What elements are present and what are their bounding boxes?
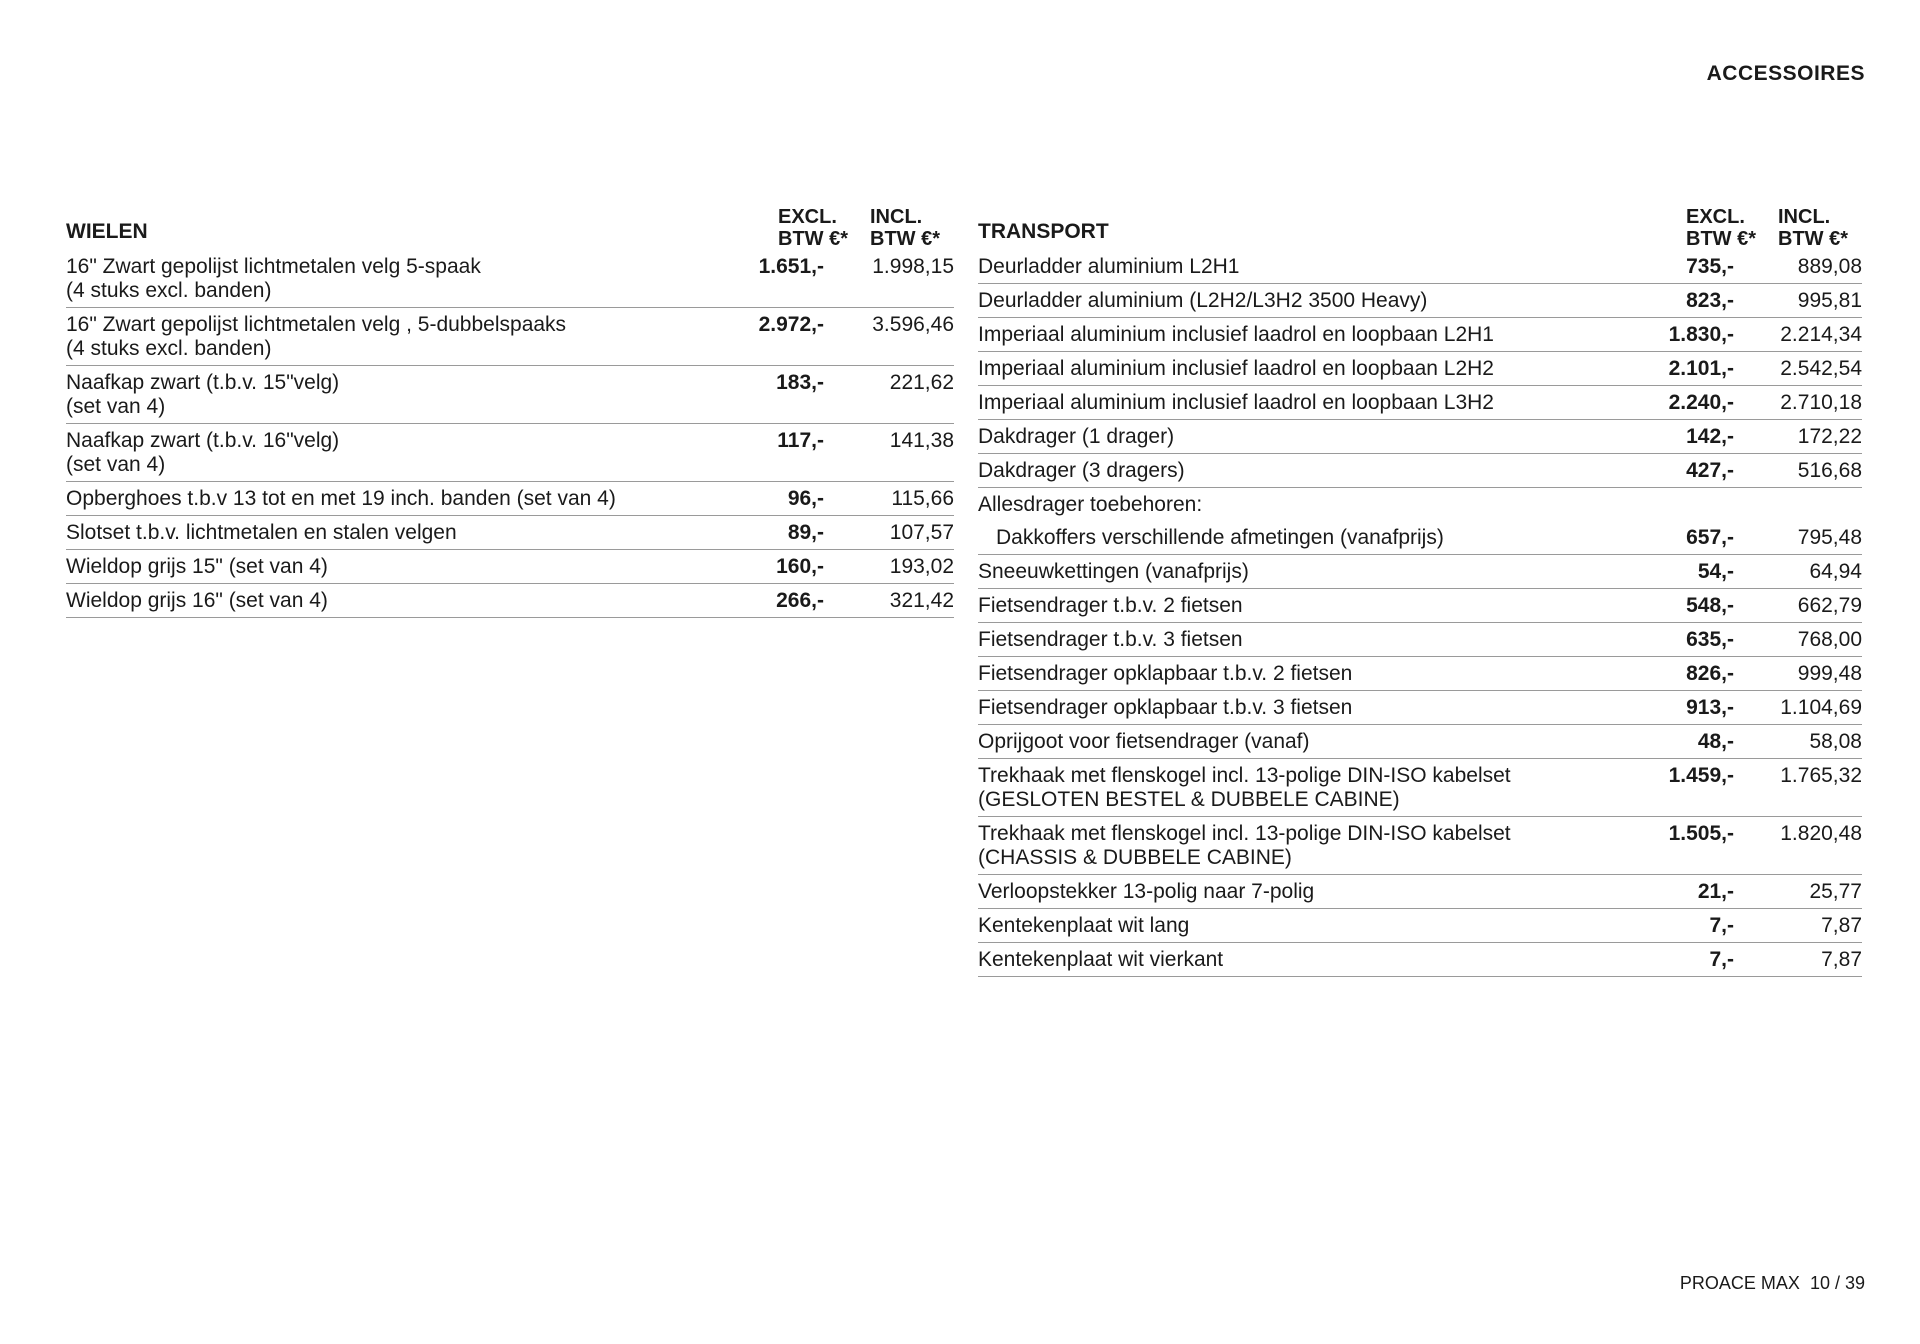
price-excl: 548,- [1686, 594, 1734, 617]
table-row [978, 454, 1862, 488]
item-label: Dakdrager (3 dragers) [978, 459, 1185, 482]
price-excl: 1.505,- [1668, 822, 1734, 845]
item-label: Wieldop grijs 16" (set van 4) [66, 589, 328, 612]
price-excl: 2.101,- [1668, 357, 1734, 380]
table-row [978, 352, 1862, 386]
price-excl: 826,- [1686, 662, 1734, 685]
item-label: Trekhaak met flenskogel incl. 13-polige DIN-ISO kabelset (CHASSIS & DUBBELE CABINE) [978, 822, 1511, 869]
price-excl: 96,- [787, 487, 824, 510]
price-incl: 1.820,48 [1780, 822, 1862, 845]
table-row [978, 759, 1862, 817]
table-row [66, 308, 954, 366]
price-excl: 635,- [1686, 628, 1734, 651]
table-row [978, 318, 1862, 352]
table-row [66, 366, 954, 424]
item-label: Verloopstekker 13-polig naar 7-polig [978, 880, 1315, 903]
item-label: Imperiaal aluminium inclusief laadrol en loopbaan L3H2 [978, 391, 1494, 414]
item-label: Trekhaak met flenskogel incl. 13-polige DIN-ISO kabelset (GESLOTEN BESTEL & DUBBELE CABINE) [978, 764, 1511, 811]
incl-btw-header: INCL. BTW €* [870, 206, 940, 250]
price-excl: 2.240,- [1668, 391, 1734, 414]
price-incl: 1.765,32 [1780, 764, 1862, 787]
price-excl: 183,- [776, 371, 824, 394]
item-label: Fietsendrager opklapbaar t.b.v. 3 fietsen [978, 696, 1353, 719]
table-row [978, 589, 1862, 623]
table-row [66, 584, 954, 618]
item-label: Deurladder aluminium (L2H2/L3H2 3500 Heavy) [978, 289, 1428, 312]
price-excl: 48,- [1697, 730, 1734, 753]
price-excl: 1.651,- [758, 255, 824, 278]
price-incl: 172,22 [1797, 425, 1862, 448]
table-row [978, 691, 1862, 725]
table-row [978, 250, 1862, 284]
transport-title: TRANSPORT [978, 220, 1109, 243]
item-label: Oprijgoot voor fietsendrager (vanaf) [978, 730, 1310, 753]
table-row [978, 725, 1862, 759]
table-row [66, 516, 954, 550]
item-label: 16" Zwart gepolijst lichtmetalen velg , 5-dubbelspaaks (4 stuks excl. banden) [66, 313, 567, 360]
price-excl: 427,- [1686, 459, 1734, 482]
price-excl: 160,- [776, 555, 824, 578]
price-incl: 2.710,18 [1780, 391, 1862, 414]
price-excl: 823,- [1686, 289, 1734, 312]
price-incl: 999,48 [1797, 662, 1862, 685]
item-label: Kentekenplaat wit lang [978, 914, 1190, 937]
price-excl: 2.972,- [758, 313, 824, 336]
table-row [978, 817, 1862, 875]
item-label: Naafkap zwart (t.b.v. 16"velg) (set van 4) [66, 429, 340, 476]
table-row [978, 875, 1862, 909]
table-row [66, 550, 954, 584]
table-row [978, 657, 1862, 691]
incl-btw-header: INCL. BTW €* [1778, 206, 1848, 250]
price-incl: 193,02 [889, 555, 954, 578]
price-incl: 141,38 [889, 429, 954, 452]
price-incl: 3.596,46 [872, 313, 954, 336]
item-label: Fietsendrager opklapbaar t.b.v. 2 fietsen [978, 662, 1353, 685]
item-label: Kentekenplaat wit vierkant [978, 948, 1224, 971]
price-excl: 1.459,- [1668, 764, 1734, 787]
wielen-header [66, 174, 954, 250]
price-incl: 1.998,15 [872, 255, 954, 278]
price-excl: 7,- [1709, 914, 1734, 937]
price-excl: 21,- [1697, 880, 1734, 903]
price-incl: 7,87 [1821, 914, 1862, 937]
table-row [978, 420, 1862, 454]
price-excl: 142,- [1686, 425, 1734, 448]
table-row [978, 284, 1862, 318]
item-label: 16" Zwart gepolijst lichtmetalen velg 5-spaak (4 stuks excl. banden) [66, 255, 481, 302]
price-incl: 1.104,69 [1780, 696, 1862, 719]
price-incl: 2.214,34 [1780, 323, 1862, 346]
price-incl: 221,62 [889, 371, 954, 394]
item-label: Dakkoffers verschillende afmetingen (vanafprijs) [996, 526, 1444, 549]
price-excl: 117,- [777, 429, 824, 452]
price-incl: 662,79 [1797, 594, 1862, 617]
price-incl: 25,77 [1809, 880, 1862, 903]
wielen-table [66, 174, 954, 618]
transport-table [978, 174, 1862, 977]
price-incl: 115,66 [891, 487, 954, 510]
price-excl: 54,- [1697, 560, 1734, 583]
wielen-title: WIELEN [66, 220, 148, 243]
excl-btw-header: EXCL. BTW €* [778, 206, 848, 250]
price-incl: 768,00 [1797, 628, 1862, 651]
transport-header [978, 174, 1862, 250]
price-incl: 889,08 [1797, 255, 1862, 278]
price-incl: 58,08 [1809, 730, 1862, 753]
table-row [978, 386, 1862, 420]
table-row [978, 623, 1862, 657]
page-footer [1680, 1273, 1865, 1294]
price-excl: 735,- [1686, 255, 1734, 278]
table-row [66, 424, 954, 482]
page-number: 10 / 39 [1809, 1273, 1865, 1293]
table-row [66, 482, 954, 516]
section-label: ACCESSOIRES [1706, 62, 1865, 85]
price-incl: 64,94 [1809, 560, 1862, 583]
item-label: Wieldop grijs 15" (set van 4) [66, 555, 328, 578]
item-label: Imperiaal aluminium inclusief laadrol en loopbaan L2H1 [978, 323, 1494, 346]
table-row [978, 521, 1862, 555]
price-excl: 657,- [1686, 526, 1734, 549]
price-incl: 995,81 [1797, 289, 1862, 312]
price-incl: 321,42 [889, 589, 954, 612]
item-label: Dakdrager (1 drager) [978, 425, 1175, 448]
price-excl: 89,- [787, 521, 824, 544]
price-incl: 2.542,54 [1780, 357, 1862, 380]
price-excl: 266,- [776, 589, 824, 612]
item-label: Deurladder aluminium L2H1 [978, 255, 1240, 278]
item-label: Opberghoes t.b.v 13 tot en met 19 inch. banden (set van 4) [66, 487, 616, 510]
table-row [978, 943, 1862, 977]
footer-model: PROACE MAX [1679, 1273, 1800, 1293]
price-incl: 107,57 [889, 521, 954, 544]
price-incl: 516,68 [1797, 459, 1862, 482]
price-excl: 913,- [1686, 696, 1734, 719]
table-row [978, 909, 1862, 943]
item-label: Naafkap zwart (t.b.v. 15"velg) (set van 4) [66, 371, 340, 418]
excl-btw-header: EXCL. BTW €* [1686, 206, 1756, 250]
price-excl: 7,- [1709, 948, 1734, 971]
item-label: Fietsendrager t.b.v. 3 fietsen [978, 628, 1243, 651]
price-incl: 7,87 [1821, 948, 1862, 971]
price-excl: 1.830,- [1668, 323, 1734, 346]
table-row [978, 555, 1862, 589]
item-label: Allesdrager toebehoren: [978, 493, 1203, 516]
price-incl: 795,48 [1797, 526, 1862, 549]
table-row-subheading [978, 488, 1862, 521]
table-row [66, 250, 954, 308]
item-label: Fietsendrager t.b.v. 2 fietsen [978, 594, 1243, 617]
item-label: Imperiaal aluminium inclusief laadrol en loopbaan L2H2 [978, 357, 1494, 380]
item-label: Sneeuwkettingen (vanafprijs) [978, 560, 1249, 583]
item-label: Slotset t.b.v. lichtmetalen en stalen velgen [66, 521, 457, 544]
